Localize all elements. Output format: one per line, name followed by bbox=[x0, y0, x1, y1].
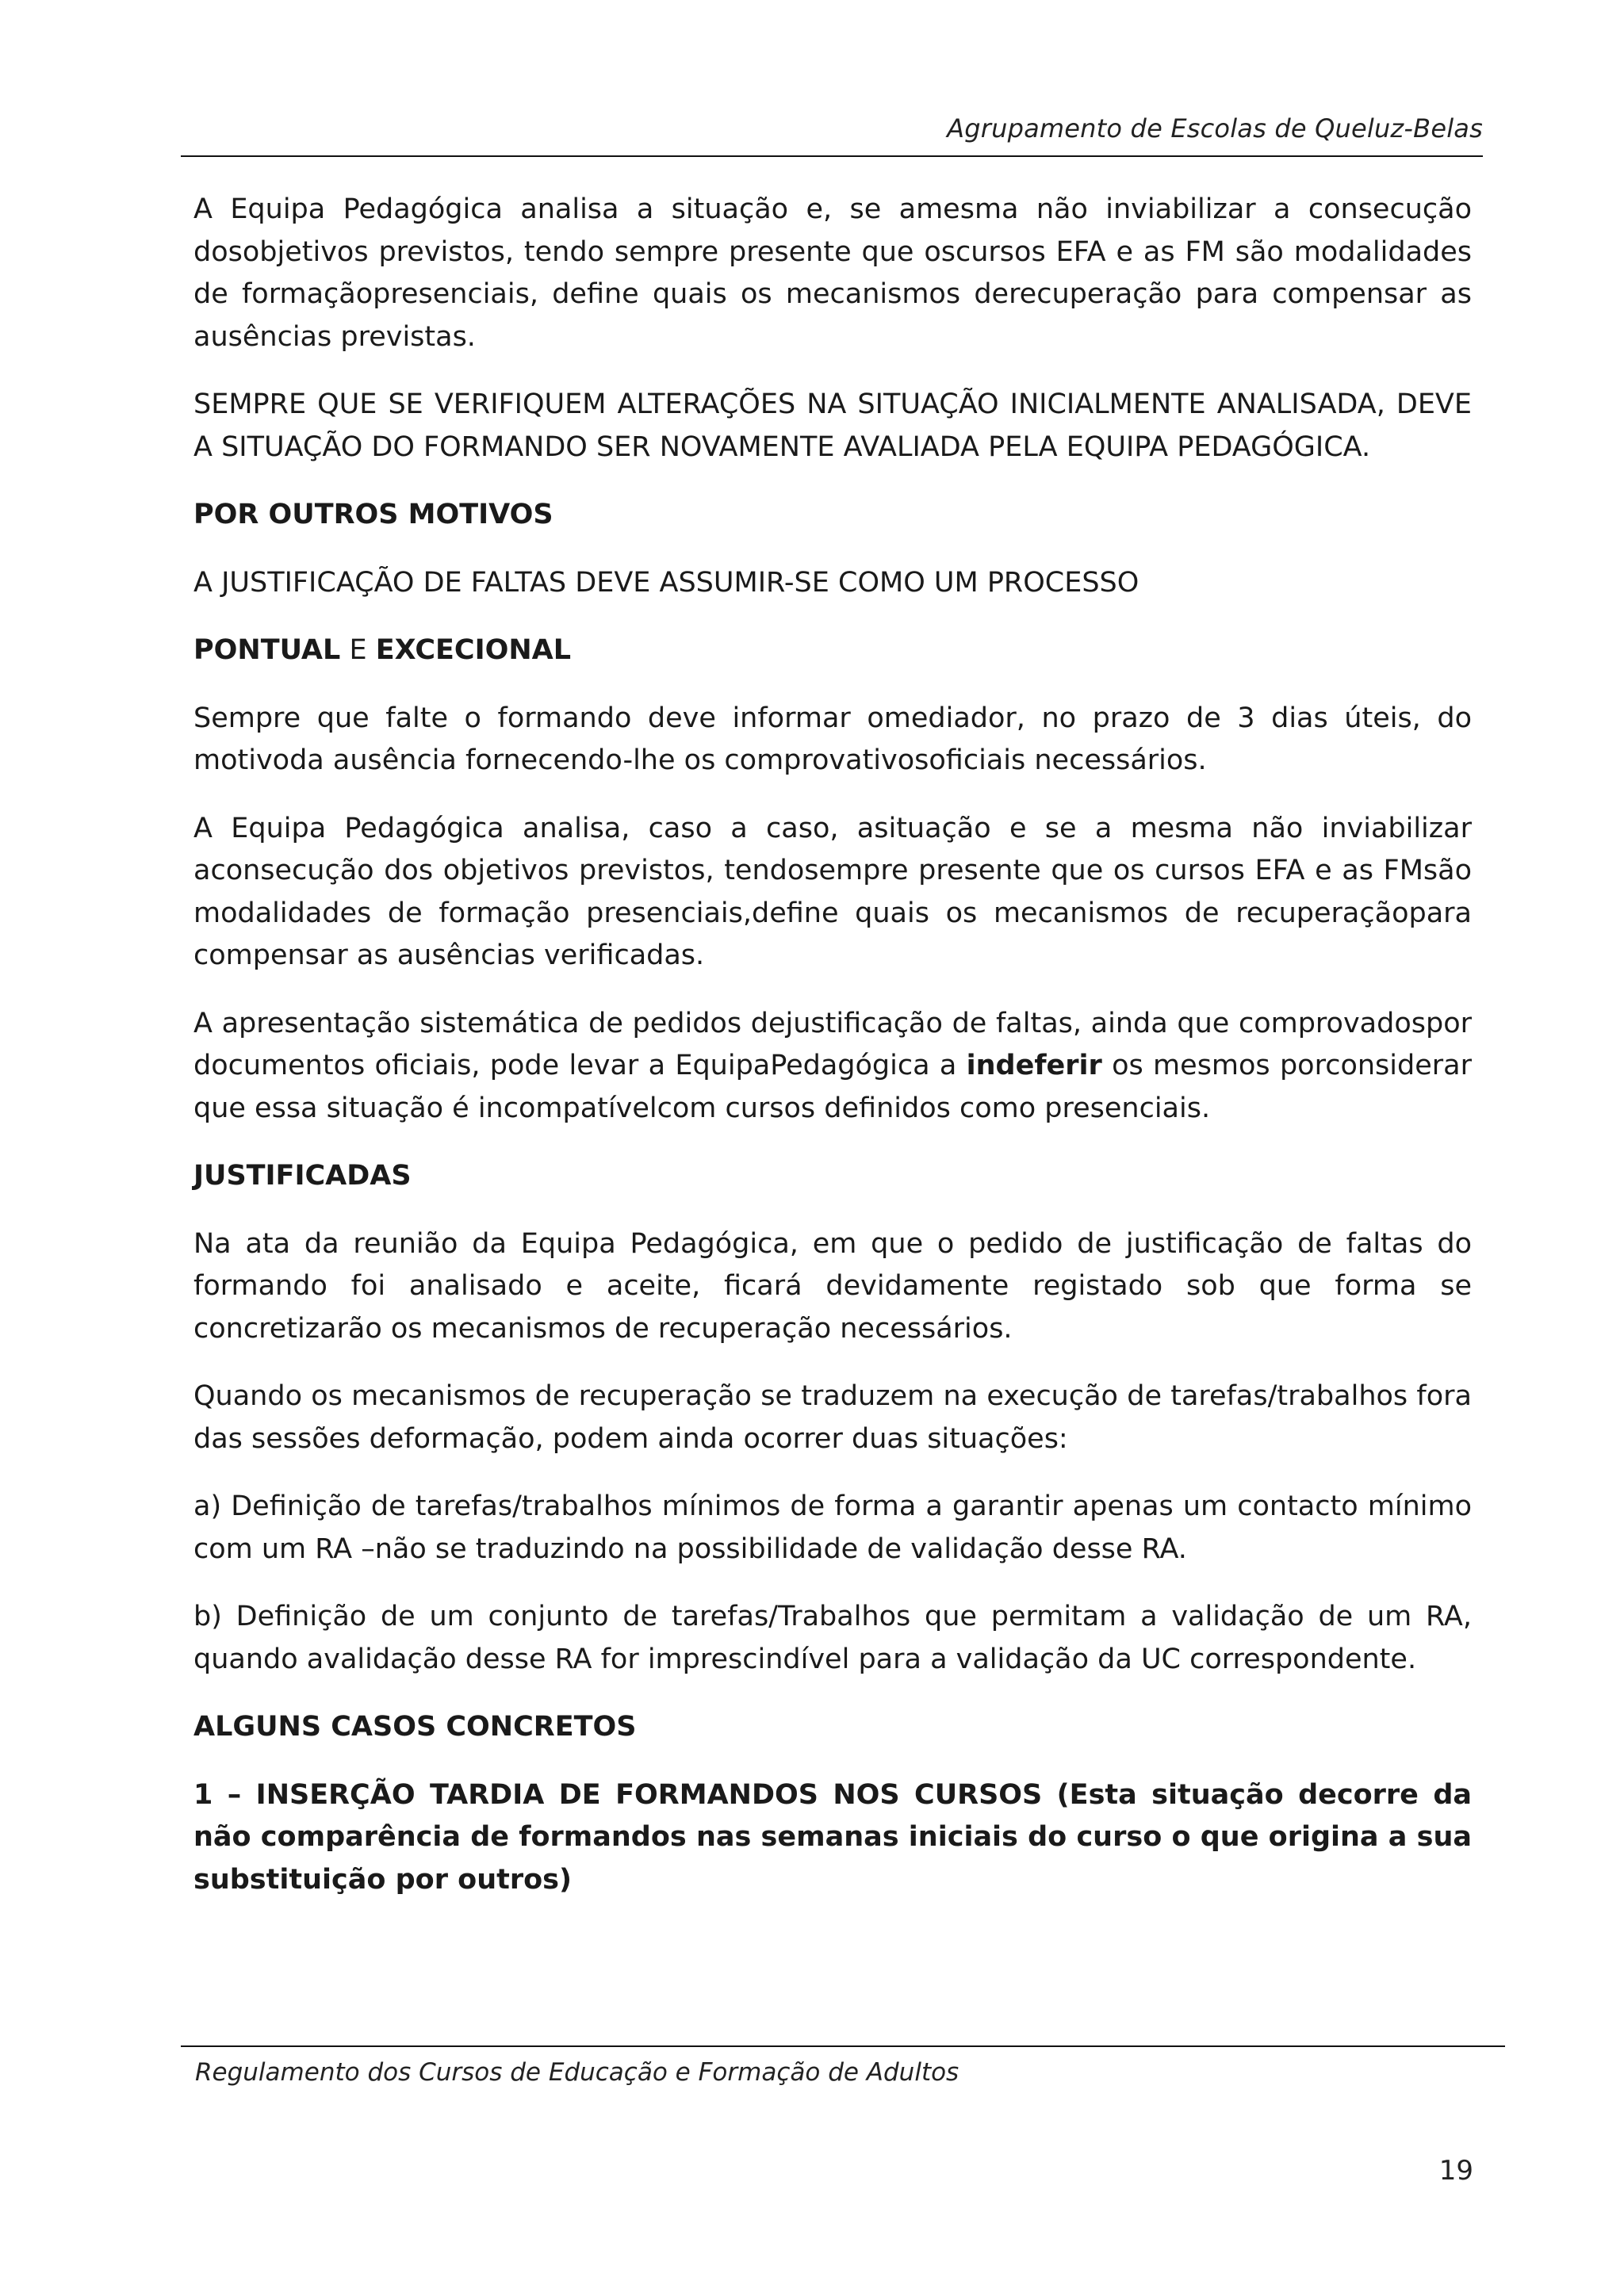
paragraph-equipa-analisa: A Equipa Pedagógica analisa a situação e, se amesma não inviabilizar a consecução dosobjetivos previstos, tendo sempre presente que oscursos EFA e as FM são modalidades de formaçãopresenciais, define quais os mecanismos derecuperação para compensar as ausências previstas. bbox=[193, 193, 1472, 353]
paragraph-justificacao-processo: A JUSTIFICAÇÃO DE FALTAS DEVE ASSUMIR-SE COMO UM PROCESSO bbox=[193, 566, 1139, 599]
paragraph-apresentacao-sistematica bbox=[193, 1003, 1472, 1131]
text-apresentacao-start: A apresentação sistemática de pedidos dejustificação de faltas, ainda que comprovadospor documentos oficiais, pode levar a EquipaPedagógica a bbox=[193, 1007, 1472, 1081]
bold-excecional: EXCECIONAL bbox=[375, 634, 572, 666]
bold-indeferir: indeferir bbox=[966, 1050, 1102, 1081]
header-divider bbox=[181, 155, 1483, 157]
page-number: 19 bbox=[1438, 2155, 1473, 2187]
paragraph-sempre-que-falte: Sempre que falte o formando deve informar omediador, no prazo de 3 dias úteis, do motivoda ausência fornecendo-lhe os comprovativosoficiais necessários. bbox=[193, 702, 1472, 776]
heading-insercao-tardia: 1 – INSERÇÃO TARDIA DE FORMANDOS NOS CURSOS (Esta situação decorre da não comparência de formandos nas semanas iniciais do curso o que origina a sua substituição por outros) bbox=[193, 1778, 1472, 1896]
paragraph-item-a: a) Definição de tarefas/trabalhos mínimos de forma a garantir apenas um contacto mínimo com um RA –não se traduzindo na possibilidade de validação desse RA. bbox=[193, 1490, 1472, 1565]
paragraph-pontual-excecional bbox=[193, 629, 1472, 672]
paragraph-alteracoes: SEMPRE QUE SE VERIFIQUEM ALTERAÇÕES NA SITUAÇÃO INICIALMENTE ANALISADA, DEVE A SITUAÇÃO DO FORMANDO SER NOVAMENTE AVALIADA PELA EQUIPA PEDAGÓGICA. bbox=[193, 388, 1472, 463]
document-header-title: Agrupamento de Escolas de Queluz-Belas bbox=[947, 113, 1483, 144]
paragraph-item-b: b) Definição de um conjunto de tarefas/Trabalhos que permitam a validação de um RA, quando avalidação desse RA for imprescindível para a validação da UC correspondente. bbox=[193, 1601, 1472, 1675]
paragraph-mecanismos-recuperacao: Quando os mecanismos de recuperação se traduzem na execução de tarefas/trabalhos fora das sessões deformação, podem ainda ocorrer duas situações: bbox=[193, 1380, 1472, 1455]
text-e: E bbox=[340, 634, 376, 666]
paragraph-ata-reuniao: Na ata da reunião da Equipa Pedagógica, em que o pedido de justificação de faltas do formando foi analisado e aceite, ficará devidamente registado sob que forma se concretizarão os mecanismos de recuperação necessários. bbox=[193, 1227, 1472, 1345]
text-apresentacao-end: os mesmos porconsiderar que essa situação é incompatívelcom cursos definidos como presenciais. bbox=[193, 1050, 1472, 1124]
page-body bbox=[193, 189, 1472, 1927]
heading-justificadas: JUSTIFICADAS bbox=[193, 1160, 412, 1192]
footer-divider bbox=[181, 2045, 1505, 2047]
heading-casos-concretos: ALGUNS CASOS CONCRETOS bbox=[193, 1711, 637, 1743]
bold-pontual: PONTUAL bbox=[193, 634, 341, 666]
heading-outros-motivos: POR OUTROS MOTIVOS bbox=[193, 499, 553, 530]
paragraph-caso-a-caso: A Equipa Pedagógica analisa, caso a caso, asituação e se a mesma não inviabilizar aconsecução dos objetivos previstos, tendosempre presente que os cursos EFA e as FMsão modalidades de formação presenciais,define quais os mecanismos de recuperaçãopara compensar as ausências verificadas. bbox=[193, 812, 1472, 971]
document-footer-title: Regulamento dos Cursos de Educação e Formação de Adultos bbox=[195, 2058, 959, 2087]
